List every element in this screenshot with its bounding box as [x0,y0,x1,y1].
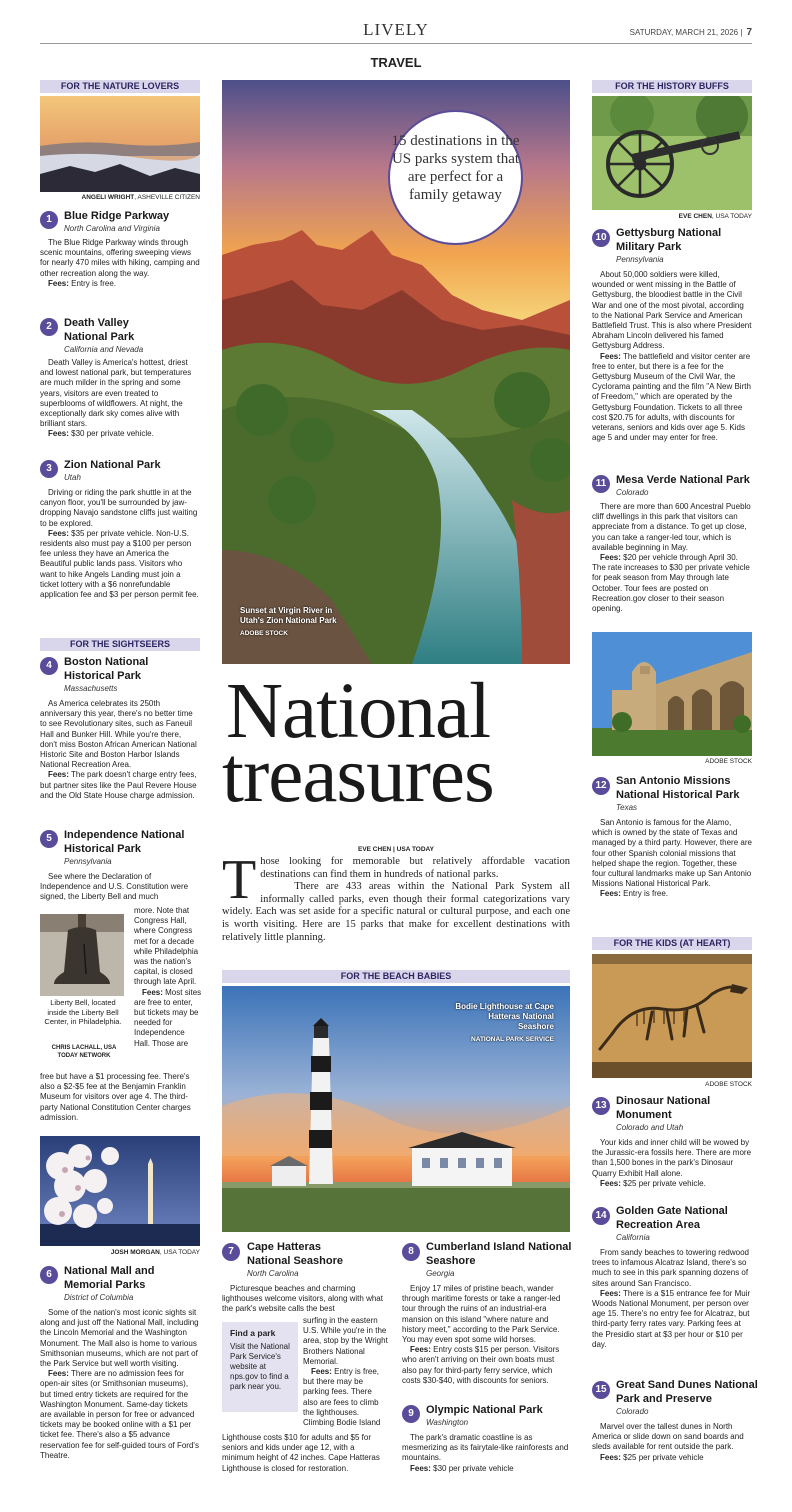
fees-text: There are no admission fees for open-air sites (or Smithsonian museums), but timed entry tickets are required for the Washington Monument. Same-day tickets are available in person for free or advanced tickets may be booked online with a $1 per ticket fee. There's also a $5 advance reservation fee for self-guided tours of Ford's Theatre. [40,1369,199,1460]
park-body-7-cont [303,1316,388,1428]
park-body-4 [40,699,200,801]
park-body-3 [40,488,200,600]
credit-mall [40,1249,200,1256]
photo-national-mall [40,1136,200,1246]
park-text: Enjoy 17 miles of pristine beach, wander through maritime forests or take a ranger-led tour through the ruins of an industrial-era mansion on this island "where nature and history meet," according to the Park Service. You may even spot some wild horses. [402,1284,561,1345]
fees-label: Fees: [311,1367,332,1377]
park-number-5: 5 [40,830,58,848]
park-text-end: free but have a $1 processing fee. There's also a $2-$5 fee at the Benjamin Franklin Museum for visitors over age 4. The third-party National Constitution Center charges admission. [40,1072,191,1122]
park-number-7: 7 [222,1243,240,1261]
park-title-7: Cape Hatteras National Seashore [247,1241,343,1267]
headline-line-2: treasures [222,732,494,819]
fees-label: Fees: [142,987,163,997]
bodie-caption-text: Bodie Lighthouse at Cape Hatteras National Seashore [455,1002,554,1031]
park-location-5: Pennsylvania [64,857,112,866]
park-location-15: Colorado [616,1407,649,1416]
fees-label: Fees: [600,1452,621,1462]
fees-text: $25 per private vehicle. [620,1178,706,1188]
photo-san-antonio [592,632,752,756]
park-location-1: North Carolina and Virginia [64,224,160,233]
park-text: Picturesque beaches and charming lighthouses welcome visitors, along with what the park's website calls the best [222,1284,383,1314]
park-text: As America celebrates its 250th anniversary this year, there's no better time to see Revolutionary sites, such as Faneuil Hall and Bunker Hill. While you're there, don't miss Boston African American National Historic Site and Boston Harbor Islands National Recreation Area. [40,699,197,770]
park-body-13 [592,1138,752,1189]
park-body-5-cont [134,906,202,1049]
section-name: LIVELY [363,20,429,39]
park-location-3: Utah [64,473,81,482]
hero-credit: ADOBE STOCK [240,630,288,637]
park-body-1 [40,238,200,289]
park-location-12: Texas [616,803,638,812]
park-location-8: Georgia [426,1269,455,1278]
main-headline [222,668,570,819]
fees-text: $35 per private vehicle. Non-U.S. residents also must pay a $100 per person fee unless they have an America the Beautiful public lands pass. Visitors who want to hike Angels Landing must join a ticket lottery with a $6 nonrefundable application fee and $3 per person permit fee. [40,528,199,600]
park-text: Some of the nation's most iconic sights sit along and just off the National Mall, including the Lincoln Memorial and the Washington Monument. The Mall also is home to various Smithsonian museums, which are not part of the Park Service but well worth visiting. [40,1308,199,1369]
park-title-13: Dinosaur National Monument [616,1095,711,1121]
park-text: There are more than 600 Ancestral Pueblo cliff dwellings in this park that visitors can appreciate from a distance. To get up close, you can take a ranger-led tour, which is available beginning in May. [592,502,751,552]
fees-text: Entry is free. [68,278,117,288]
park-body-14 [592,1248,752,1350]
fees-label: Fees: [600,553,621,563]
fees-text: Entry costs $15 per person. Visitors who aren't arriving on their own boats must also pay for third-party ferry service, which costs $30-$40, with discounts for seniors. [402,1345,560,1385]
section-label-travel: TRAVEL [370,55,422,70]
band-nature: FOR THE NATURE LOVERS [40,80,200,93]
park-location-13: Colorado and Utah [616,1123,684,1132]
park-title-6: National Mall and Memorial Parks [64,1265,155,1291]
park-text-end: Lighthouse costs $10 for adults and $5 for seniors and kids under age 12, with a minimum height of 42 inches. Cape Hatteras Lighthouse is closed for restoration. [222,1433,380,1473]
liberty-caption: Liberty Bell, located inside the Liberty Bell Center, in Philadelphia. [44,998,122,1026]
photo-dinosaur [592,954,752,1078]
park-text: From sandy beaches to towering redwood trees to infamous Alcatraz Island, there's so much to see in this park spanning dozens of sites around San Francisco. [592,1248,749,1288]
fees-label: Fees: [48,770,69,780]
park-number-14: 14 [592,1207,610,1225]
park-body-8 [402,1284,570,1386]
hero-circle-callout: 15 destinations in the US parks system that are perfect for a family getaway [388,110,523,245]
photo-blue-ridge [40,96,200,192]
park-number-6: 6 [40,1266,58,1284]
park-text: Your kids and inner child will be wowed by the Jurassic-era fossils here. There are more than 1,500 bones in the park's Dinosaur Quarry Exhibit Hall alone. [592,1138,752,1178]
park-body-7 [222,1284,386,1315]
park-title-10: Gettysburg National Military Park [616,227,722,253]
park-location-14: California [616,1233,650,1242]
photo-liberty-bell [40,914,124,996]
fees-label: Fees: [600,1288,621,1298]
park-text: The Blue Ridge Parkway winds through scenic mountains, offering sweeping views for nearly 470 miles with hiking, camping and other recreation along the way. [40,238,200,278]
hero-caption-text: Sunset at Virgin River in Utah's Zion National Park [240,606,337,625]
park-text: See where the Declaration of Independence and U.S. Constitution were signed, the Liberty Bell and much [40,872,189,902]
drop-cap: T [222,849,257,911]
park-number-12: 12 [592,777,610,795]
park-title-9: Olympic National Park [426,1404,543,1416]
park-number-2: 2 [40,318,58,336]
credit-name: ANGELI WRIGHT [81,194,135,201]
lede-p2: There are 433 areas within the National Park System all informally called parks, even though their formal categorizations vary widely. Each was set aside for a specific natural or cultural purpose, and each one is worth visiting. Here are 15 parks that make for excellent destinations with relatively little planning. [222,881,570,943]
headline-line-1: National [226,668,491,755]
fees-text: The park doesn't charge entry fees, but partner sites like the Paul Revere House and the Old State House charge admission. [40,770,197,800]
park-title-15: Great Sand Dunes National Park and Preserve [616,1379,758,1405]
park-number-13: 13 [592,1097,610,1115]
park-location-11: Colorado [616,488,649,497]
park-number-11: 11 [592,475,610,493]
fees-text: There is a $15 entrance fee for Muir Woods National Monument, per person over age 15. There's no entry fee for Alcatraz, but third-party ferry rates vary. Parking fees at the Presidio start at $3 per hour or $10 per day. [592,1288,751,1349]
credit-name: EVE CHEN [678,213,712,220]
park-body-10 [592,270,752,443]
park-title-14: Golden Gate National Recreation Area [616,1205,728,1231]
park-text: The park's dramatic coastline is as mesmerizing as its fairytale-like rainforests and mountains. [402,1433,569,1463]
park-text: San Antonio is famous for the Alamo, which is owned by the state of Texas and managed by a third party. However, there are four other Spanish colonial missions that helped shape the region. Together, these four cultural landmarks make up San Antonio Missions National Historical Park. [592,818,752,889]
park-location-7: North Carolina [247,1269,299,1278]
fees-text: $30 per private vehicle. [68,429,154,439]
park-location-2: California and Nevada [64,345,144,354]
band-beach: FOR THE BEACH BABIES [222,970,570,983]
band-kids: FOR THE KIDS (AT HEART) [592,937,752,950]
bodie-credit: NATIONAL PARK SERVICE [471,1036,554,1043]
park-body-7-end [222,1433,388,1474]
park-title-4: Boston National Historical Park [64,656,149,682]
park-title-1: Blue Ridge Parkway [64,210,170,222]
park-body-6 [40,1308,200,1461]
park-location-6: District of Columbia [64,1293,134,1302]
park-number-1: 1 [40,211,58,229]
date-text: SATURDAY, MARCH 21, 2026 | [629,28,743,37]
park-body-15 [592,1422,752,1463]
hero-caption [240,606,340,639]
park-body-2 [40,358,200,440]
park-text: About 50,000 soldiers were killed, wounded or went missing in the Battle of Gettysburg, the bloodiest battle in the Civil War and one of the most pivotal, according to the National Park Service and American Battlefield Trust. This is also where President Abraham Lincoln delivered his famed Gettysburg Address. [592,270,752,351]
find-a-park-box [222,1322,298,1412]
park-title-8: Cumberland Island National Seashore [426,1241,572,1267]
bodie-caption [450,1002,554,1045]
find-a-park-title: Find a park [230,1328,276,1338]
credit-dinosaur: ADOBE STOCK [705,1081,752,1088]
fees-label: Fees: [48,429,69,439]
band-history: FOR THE HISTORY BUFFS [592,80,752,93]
fees-text: Most sites are free to enter, but tickets may be needed for Independence Hall. Those are [134,987,202,1048]
issue-date [630,27,752,38]
band-sightseers: FOR THE SIGHTSEERS [40,638,200,651]
park-body-5-end [40,1072,200,1123]
park-text: Death Valley is America's hottest, driest and lowest national park, but temperatures are much milder in the spring and some years, visitors are even treated to superblooms of wildflowers. At night, the exceptionally dark sky comes alive with brilliant stars. [40,358,192,429]
park-location-9: Washington [426,1418,469,1427]
fees-label: Fees: [410,1463,431,1473]
credit-org: , USA TODAY [711,213,752,220]
park-text-cont: more. Note that Congress Hall, where Congress met for a decade while Philadelphia was the nation's capital, is closed through late April. [134,906,199,987]
page-number: 7 [746,27,752,38]
park-text: Driving or riding the park shuttle in at the canyon floor, you'll be surrounded by jaw-dropping Navajo sandstone cliffs just waiting to be explored. [40,488,198,528]
fees-label: Fees: [600,889,621,899]
park-body-11 [592,502,752,614]
park-title-11: Mesa Verde National Park [616,474,750,486]
fees-label: Fees: [600,1178,621,1188]
park-number-3: 3 [40,460,58,478]
photo-gettysburg [592,96,752,210]
park-text-cont: surfing in the eastern U.S. While you're in the area, stop by the Wright Brothers National Memorial. [303,1316,388,1366]
find-a-park-text: Visit the National Park Service's website at nps.gov to find a park near you. [230,1342,290,1391]
lede-p1: hose looking for memorable but relatively affordable vacation destinations can find them in hundreds of national parks. [260,856,570,880]
credit-name: JOSH MORGAN [110,1249,160,1256]
fees-label: Fees: [48,528,69,538]
fees-text: $30 per private vehicle [430,1463,514,1473]
park-location-10: Pennsylvania [616,255,664,264]
fees-label: Fees: [48,278,69,288]
park-number-10: 10 [592,229,610,247]
fees-text: The battlefield and visitor center are free to enter, but there is a fee for the Gettysburg Museum of the Civil War, the Cyclorama painting and the film "A New Birth of Freedom," which are operated by the Gettysburg Foundation. Tickets to all three cost $20.75 for adults, with discounts for veterans, seniors and kids over age 5. Kids age 5 and under may enter for free. [592,351,751,443]
park-title-3: Zion National Park [64,459,161,471]
park-title-2: Death Valley National Park [64,317,135,343]
park-body-5 [40,872,200,903]
park-title-5: Independence National Historical Park [64,829,185,855]
credit-gettysburg [592,213,752,220]
park-title-12: San Antonio Missions National Historical Park [616,775,740,801]
fees-label: Fees: [600,351,621,361]
park-number-8: 8 [402,1243,420,1261]
park-body-12 [592,818,752,900]
fees-label: Fees: [410,1345,431,1355]
park-text: Marvel over the tallest dunes in North America or slide down on sand boards and sleds available for rent outside the park. [592,1422,744,1452]
fees-text: $20 per vehicle through April 30. The rate increases to $30 per private vehicle for peak season from May through late October. Tour fees are posted on Recreation.gov closer to their season opening. [592,553,750,614]
header-rule [40,43,752,44]
credit-org: , ASHEVILLE CITIZEN [134,194,200,201]
park-number-15: 15 [592,1381,610,1399]
fees-text: Entry is free. [620,889,669,899]
credit-org: , USA TODAY [159,1249,200,1256]
fees-text: Entry is free, but there may be parking fees. There also are fees to climb the lighthouses. Climbing Bodie Island [303,1367,381,1428]
liberty-credit: CHRIS LACHALL, USA TODAY NETWORK [51,1045,117,1059]
park-number-4: 4 [40,657,58,675]
credit-san-antonio: ADOBE STOCK [705,758,752,765]
fees-text: $25 per private vehicle [620,1452,704,1462]
fees-label: Fees: [48,1369,69,1379]
credit-blue-ridge [40,194,200,201]
byline: EVE CHEN | USA TODAY [358,846,434,853]
park-location-4: Massachusetts [64,684,118,693]
park-body-9 [402,1433,570,1474]
park-number-9: 9 [402,1405,420,1423]
